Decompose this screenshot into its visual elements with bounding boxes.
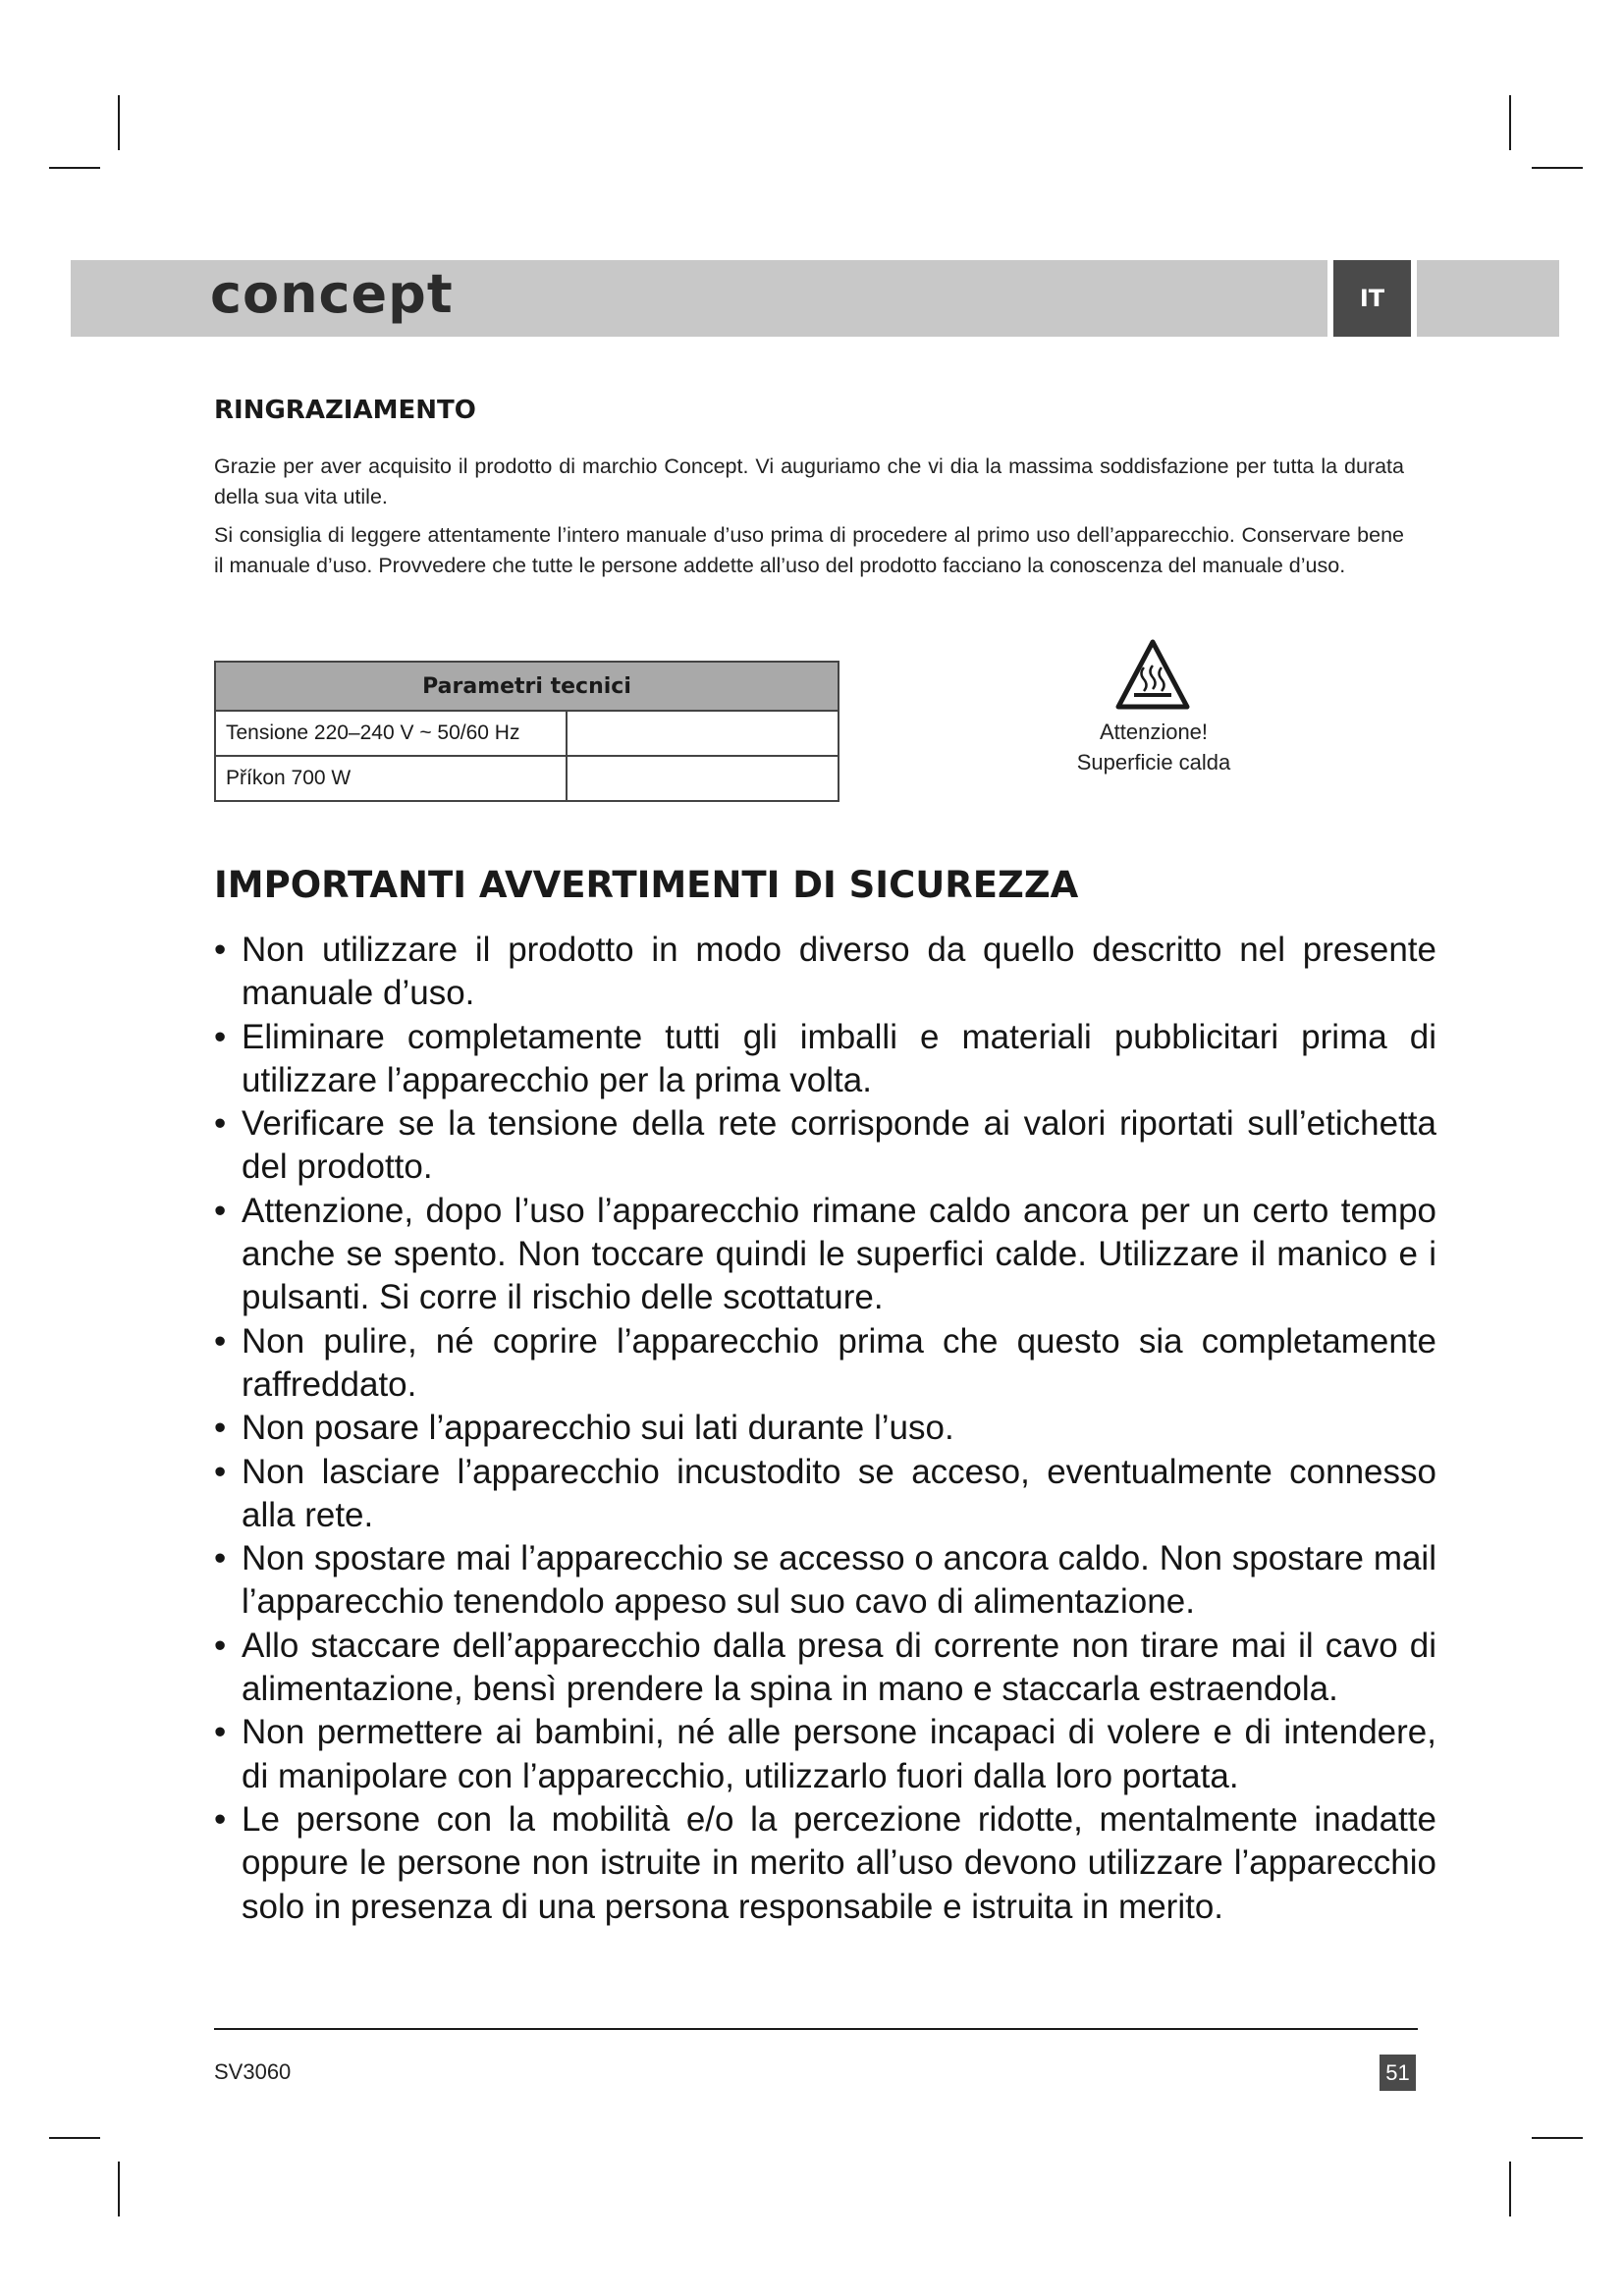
table-cell (567, 711, 839, 756)
table-cell: Příkon 700 W (215, 756, 567, 801)
crop-mark-bottom-left-horizontal (49, 2137, 100, 2139)
safety-list (214, 929, 1436, 1929)
table-row (215, 711, 839, 756)
list-item-text: Non permettere ai bambini, né alle persone incapaci di volere e di intendere, di manipolare con l’apparecchio, utilizzarlo fuori dalla loro portata. (242, 1713, 1436, 1795)
technical-parameters-table (214, 661, 839, 802)
crop-mark-top-right-vertical (1509, 95, 1511, 150)
brand-logo: concept (210, 263, 454, 325)
bullet: • (214, 1104, 227, 1144)
list-item (214, 1102, 1436, 1190)
list-item-text: Non posare l’apparecchio sui lati durante l’uso. (242, 1409, 954, 1448)
list-item-text: Non lasciare l’apparecchio incustodito se acceso, eventualmente connesso alla rete. (242, 1452, 1436, 1534)
bullet: • (214, 1191, 227, 1230)
list-item (214, 1320, 1436, 1408)
footer-divider (214, 2028, 1418, 2030)
crop-mark-bottom-right-horizontal (1532, 2137, 1583, 2139)
bullet: • (214, 1452, 227, 1491)
thanks-title: RINGRAZIAMENTO (214, 396, 476, 425)
list-item-text: Non pulire, né coprire l’apparecchio prima che questo sia completamente raffreddato. (242, 1321, 1436, 1404)
bullet: • (214, 1539, 227, 1578)
bullet: • (214, 1321, 227, 1361)
hot-surface-caption-line: Superficie calda (1076, 750, 1231, 774)
hot-surface-caption (1031, 717, 1276, 777)
list-item-text: Le persone con la mobilità e/o la percezione ridotte, mentalmente inadatte oppure le persone non istruite in merito all’uso devono utilizzare l’apparecchio solo in presenza di una persona responsabile e istruita in merito. (242, 1799, 1436, 1926)
table-cell (567, 756, 839, 801)
list-item (214, 1625, 1436, 1712)
thanks-paragraph: Si consiglia di leggere attentamente l’intero manuale d’uso prima di procedere al primo uso dell’apparecchio. Conservare bene il manuale d’uso. Provvedere che tutte le persone addette all’uso del prodotto facciano la conoscenza del manuale d’uso. (214, 523, 1404, 577)
list-item-text: Non spostare mai l’apparecchio se accesso o ancora caldo. Non spostare mail l’apparecchio tenendolo appeso sul suo cavo di alimentazione. (242, 1539, 1436, 1622)
list-item-text: Attenzione, dopo l’uso l’apparecchio rimane caldo ancora per un certo tempo anche se spento. Non toccare quindi le superfici calde. Utilizzare il manico e i pulsanti. Si corre il rischio delle scottature. (242, 1191, 1436, 1317)
list-item-text: Allo staccare dell’apparecchio dalla presa di corrente non tirare mai il cavo di alimentazione, bensì prendere la spina in mano e staccarla estraendola. (242, 1626, 1436, 1709)
crop-mark-top-right-horizontal (1532, 167, 1583, 169)
bullet: • (214, 1799, 227, 1839)
list-item (214, 1451, 1436, 1538)
language-badge: IT (1333, 260, 1411, 337)
page-number: 51 (1380, 2055, 1416, 2091)
bullet: • (214, 931, 227, 969)
thanks-paragraph: Grazie per aver acquisito il prodotto di marchio Concept. Vi auguriamo che vi dia la massima soddisfazione per tutta la durata della sua vita utile. (214, 454, 1404, 508)
hot-surface-warning-icon (1114, 638, 1191, 713)
list-item-text: Eliminare completamente tutti gli imballi e materiali pubblicitari prima di utilizzare l’apparecchio per la prima volta. (242, 1017, 1436, 1099)
table-header: Parametri tecnici (215, 662, 839, 711)
list-item (214, 1190, 1436, 1320)
list-item (214, 1798, 1436, 1929)
thanks-body (214, 452, 1404, 589)
list-item-text: Non utilizzare il prodotto in modo diverso da quello descritto nel presente manuale d’uso. (242, 931, 1436, 1013)
crop-mark-bottom-right-vertical (1509, 2162, 1511, 2216)
model-number: SV3060 (214, 2059, 292, 2084)
bullet: • (214, 1409, 227, 1448)
crop-mark-top-left-horizontal (49, 167, 100, 169)
table-header-row (215, 662, 839, 711)
hot-surface-caption-line: Attenzione! (1099, 720, 1209, 744)
list-item (214, 1016, 1436, 1103)
table-cell: Tensione 220–240 V ~ 50/60 Hz (215, 711, 567, 756)
list-item (214, 1407, 1436, 1450)
bullet: • (214, 1626, 227, 1665)
bullet: • (214, 1713, 227, 1752)
header-bar-end (1417, 260, 1559, 337)
list-item (214, 929, 1436, 1016)
list-item (214, 1711, 1436, 1798)
table-row (215, 756, 839, 801)
list-item-text: Verificare se la tensione della rete corrisponde ai valori riportati sull’etichetta del prodotto. (242, 1104, 1436, 1187)
bullet: • (214, 1017, 227, 1056)
list-item (214, 1537, 1436, 1625)
crop-mark-bottom-left-vertical (118, 2162, 120, 2216)
safety-title: IMPORTANTI AVVERTIMENTI DI SICUREZZA (214, 864, 1079, 906)
crop-mark-top-left-vertical (118, 95, 120, 150)
